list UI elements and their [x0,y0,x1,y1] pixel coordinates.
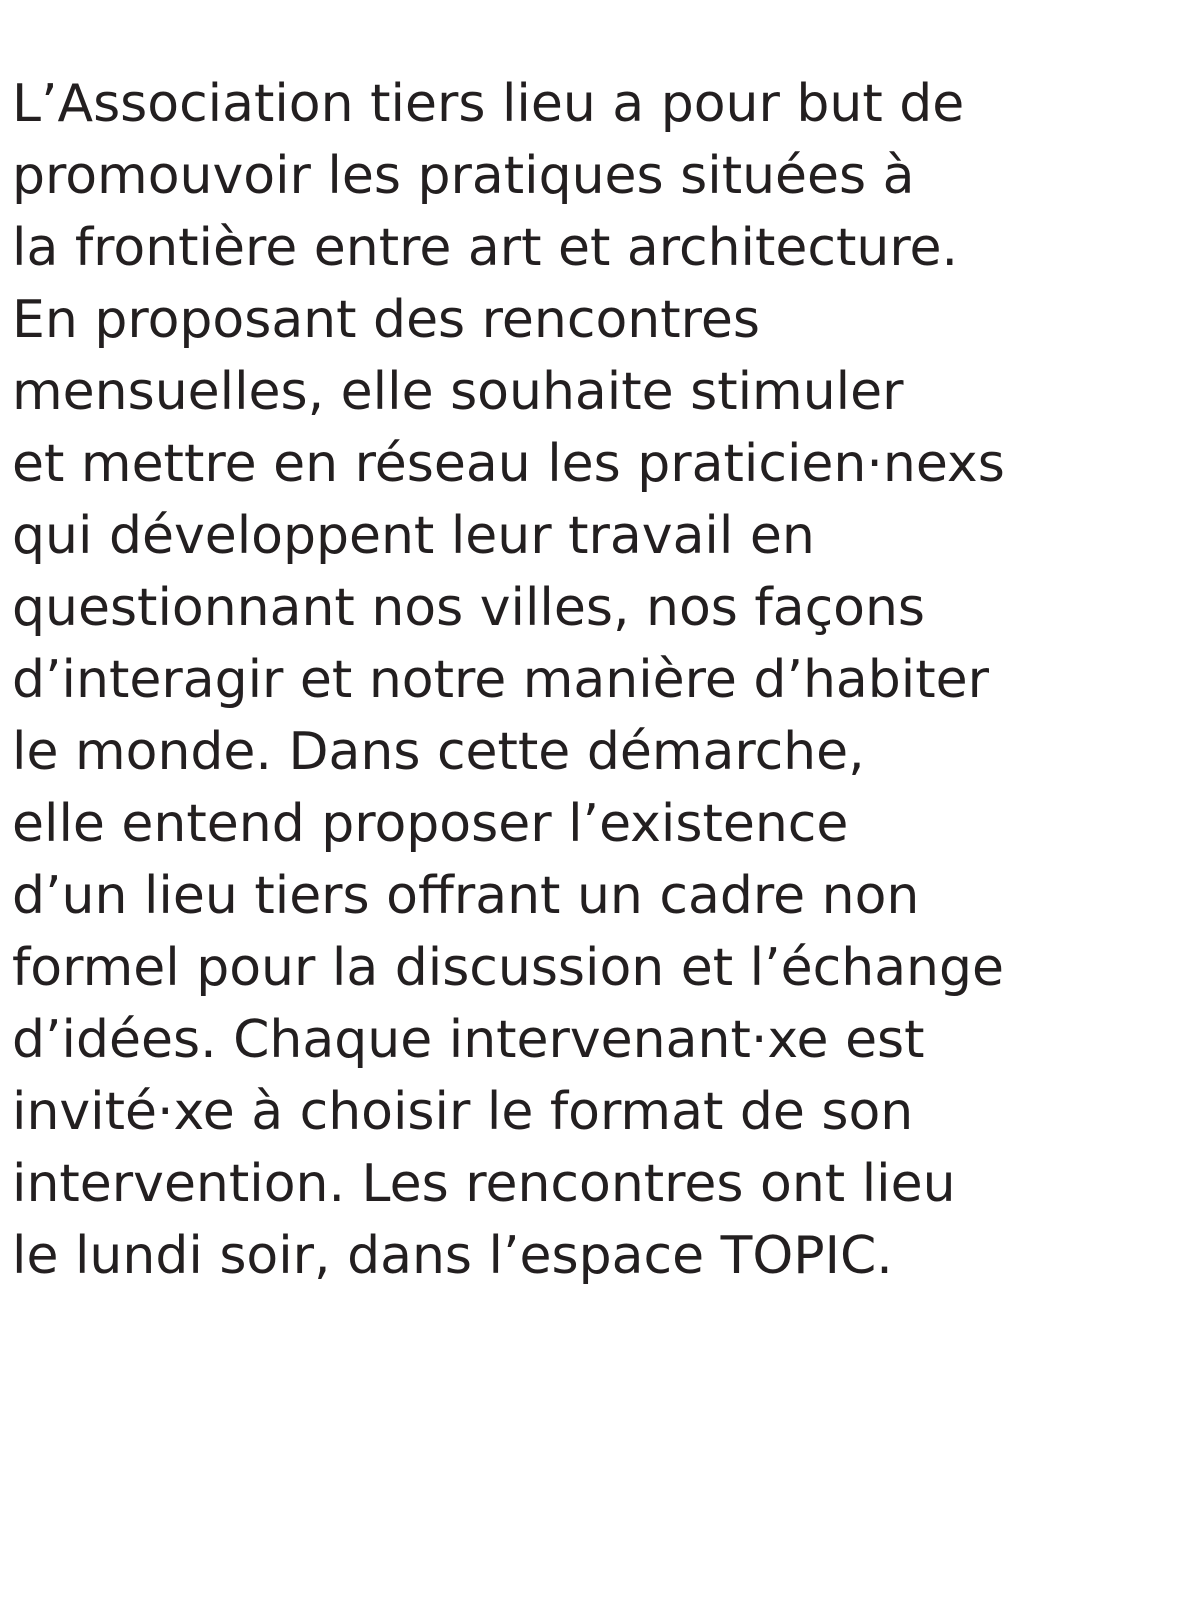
text-line: d’interagir et notre manière d’habiter [12,650,990,710]
text-line: qui développent leur travail en [12,506,815,566]
text-line: invité·xe à choisir le format de son [12,1082,914,1142]
text-line: d’un lieu tiers offrant un cadre non [12,866,920,926]
text-line: En proposant des rencontres [12,290,760,350]
text-line: promouvoir les pratiques situées à [12,146,915,206]
text-line: intervention. Les rencontres ont lieu [12,1154,956,1214]
text-line: formel pour la discussion et l’échange [12,938,1005,998]
text-line: L’Association tiers lieu a pour but de [12,74,965,134]
association-description [12,68,1192,1292]
text-line: elle entend proposer l’existence [12,794,849,854]
text-line: mensuelles, elle souhaite stimuler [12,362,904,422]
text-line: d’idées. Chaque intervenant·xe est [12,1010,925,1070]
text-line: le monde. Dans cette démarche, [12,722,865,782]
text-line: le lundi soir, dans l’espace TOPIC. [12,1226,893,1286]
text-line: la frontière entre art et architecture. [12,218,959,278]
text-line: questionnant nos villes, nos façons [12,578,926,638]
text-line: et mettre en réseau les praticien·nexs [12,434,1005,494]
